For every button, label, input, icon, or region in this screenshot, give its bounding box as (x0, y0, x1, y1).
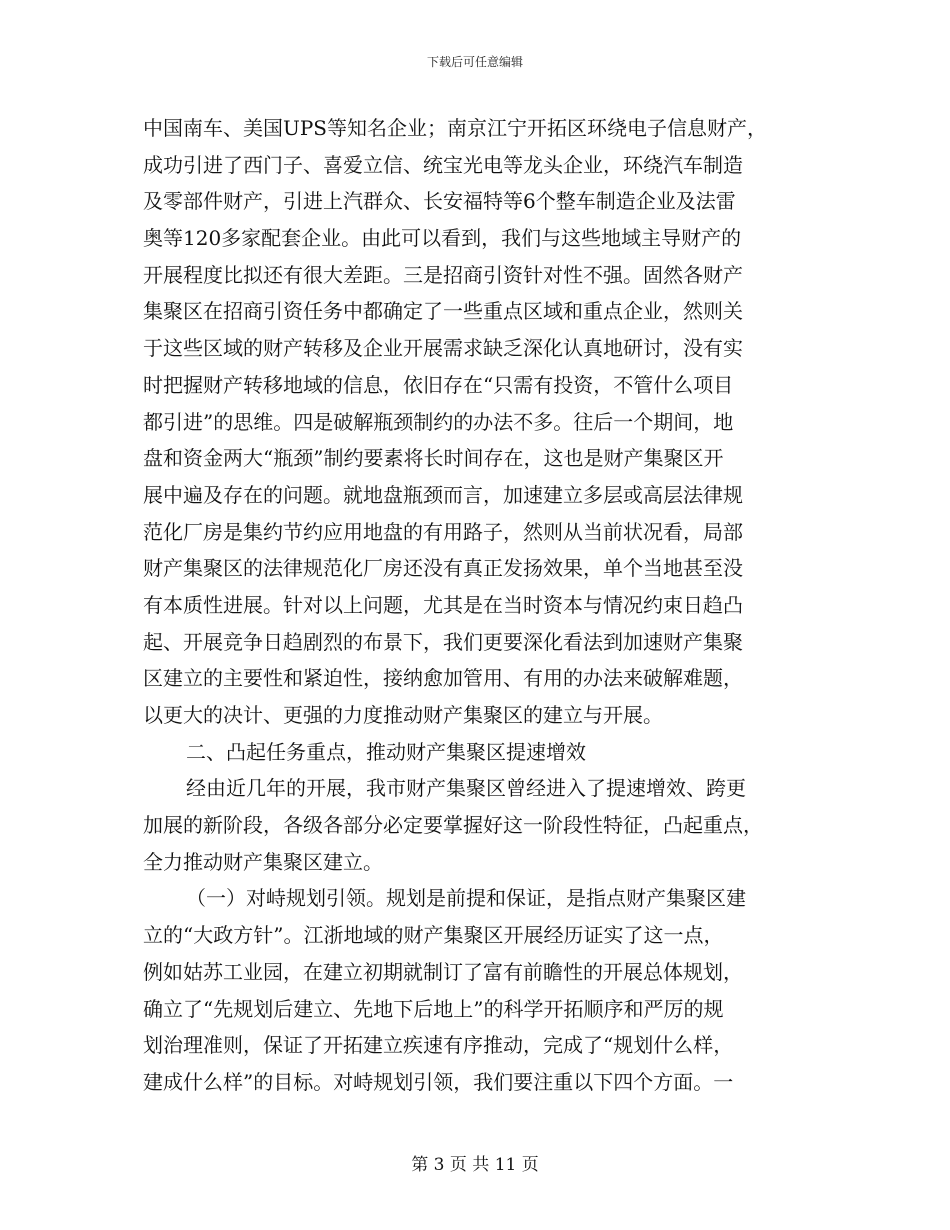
text-line: 开展程度比拟还有很大差距。三是招商引资针对性不强。固然各财产 (143, 262, 743, 287)
text-line: 展中遍及存在的问题。就地盘瓶颈而言，加速建立多层或高层法律规 (143, 482, 743, 507)
text-line: 例如姑苏工业园，在建立初期就制订了富有前瞻性的开展总体规划， (143, 959, 743, 984)
text-line: 以更大的决计、更强的力度推动财产集聚区的建立与开展。 (143, 703, 663, 727)
text-line: 经由近几年的开展，我市财产集聚区曾经进入了提速增效、跨更 (186, 776, 746, 801)
text-line: 于这些区域的财产转移及企业开展需求缺乏深化认真地研讨，没有实 (143, 336, 743, 361)
text-line: 奥等120多家配套企业。由此可以看到，我们与这些地域主导财产的 (143, 226, 742, 251)
text-line: 划治理准则，保证了开拓建立疾速有序推动，完成了“规划什么样， (143, 1033, 734, 1058)
text-line: 集聚区在招商引资任务中都确定了一些重点区域和重点企业，然则关 (143, 299, 743, 324)
text-line: 起、开展竞争日趋剧烈的布景下，我们更要深化看法到加速财产集聚 (143, 629, 743, 654)
text-line: 有本质性进展。针对以上问题，尤其是在当时资本与情况约束日趋凸 (143, 592, 743, 617)
page-header: 下载后可任意编辑 (426, 55, 523, 69)
text-line: 全力推动财产集聚区建立。 (143, 849, 383, 874)
document-body (143, 110, 803, 1101)
text-line: （一）对峙规划引领。规划是前提和保证，是指点财产集聚区建 (186, 886, 746, 911)
text-line: 加展的新阶段，各级各部分必定要掌握好这一阶段性特征，凸起重点， (143, 813, 763, 838)
text-line: 及零部件财产，引进上汽群众、长安福特等6个整车制造企业及法雷 (143, 189, 736, 214)
text-line: 立的“大政方针”。江浙地域的财产集聚区开展经历证实了这一点， (143, 923, 724, 948)
text-line: 成功引进了西门子、喜爱立信、统宝光电等龙头企业，环绕汽车制造 (143, 152, 743, 177)
text-line: 时把握财产转移地域的信息，依旧存在“只需有投资，不管什么项目 (143, 372, 734, 397)
text-line: 建成什么样”的目标。对峙规划引领，我们要注重以下四个方面。一 (143, 1069, 734, 1094)
text-line: 都引进”的思维。四是破解瓶颈制约的办法不多。往后一个期间，地 (143, 409, 734, 434)
page-number: 第 3 页 共 11 页 (411, 1155, 539, 1175)
text-line: 中国南车、美国UPS等知名企业；南京江宁开拓区环绕电子信息财产， (143, 116, 768, 140)
text-line: 盘和资金两大“瓶颈”制约要素将长时间存在，这也是财产集聚区开 (143, 446, 724, 471)
text-line: 财产集聚区的法律规范化厂房还没有真正发扬效果，单个当地甚至没 (143, 556, 743, 581)
text-line: 区建立的主要性和紧迫性，接纳愈加管用、有用的办法来破解难题， (143, 666, 743, 691)
text-line: 确立了“先规划后建立、先地下后地上”的科学开拓顺序和严厉的规 (143, 996, 724, 1021)
text-line: 范化厂房是集约节约应用地盘的有用路子，然则从当前状况看，局部 (143, 519, 743, 544)
section-heading: 二、凸起任务重点，推动财产集聚区提速增效 (186, 739, 586, 764)
